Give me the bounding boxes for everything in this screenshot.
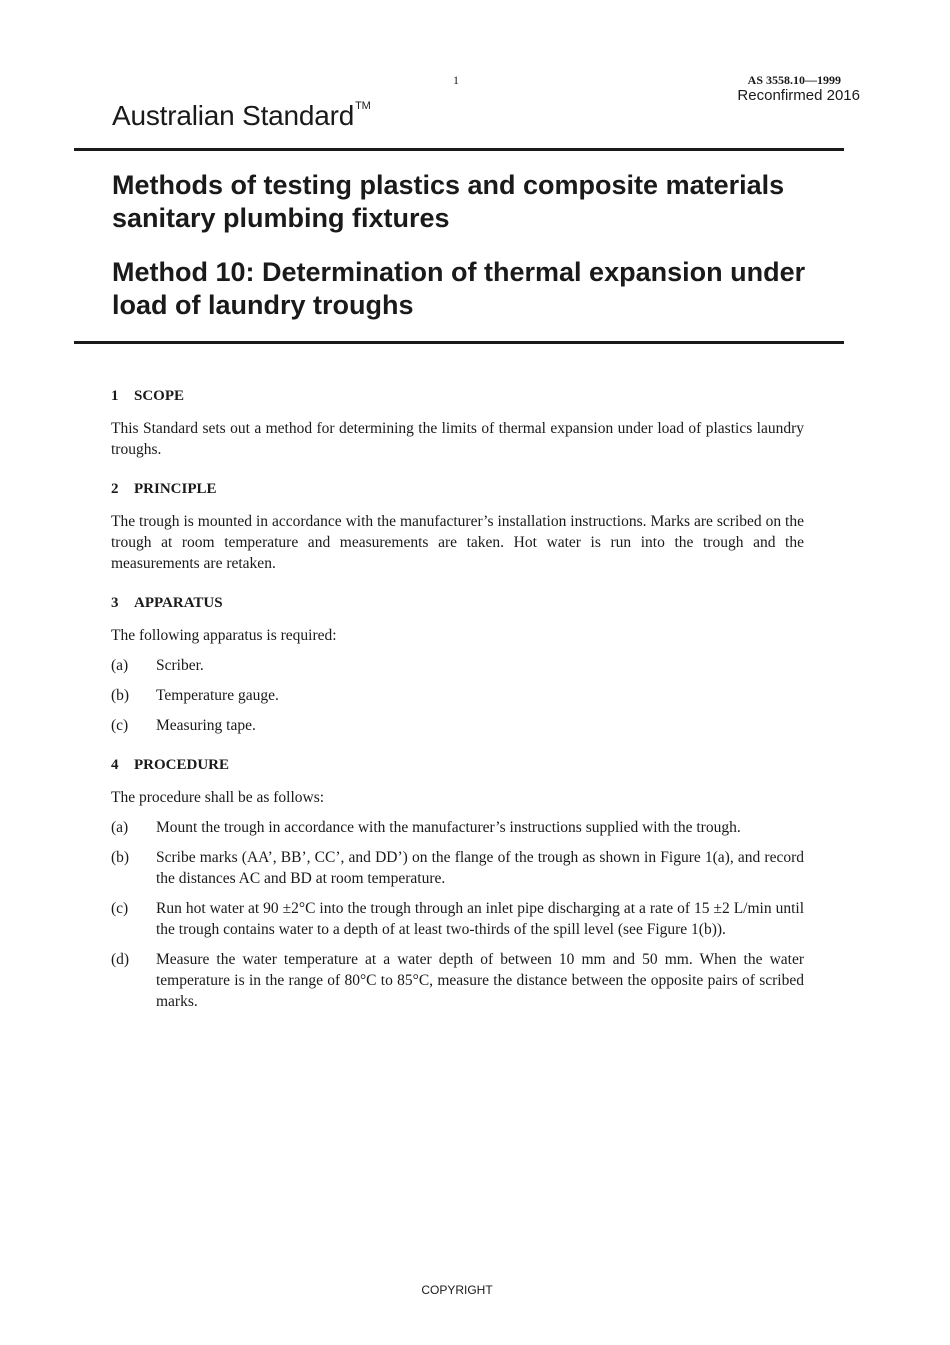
section-heading-apparatus (111, 593, 804, 614)
list-item-text: Run hot water at 90 ±2°C into the trough through an inlet pipe discharging at a rate of 15 ±2 L/min until the trough contains water to a depth of at least two-thirds of the spill level (see Figure 1(b)). (156, 900, 804, 938)
section-number: 3 (111, 595, 119, 611)
section-heading-text: APPARATUS (134, 595, 223, 611)
list-item (111, 685, 804, 706)
section-heading-text: PRINCIPLE (134, 481, 217, 497)
section-heading-text: PROCEDURE (134, 757, 230, 773)
document-title: Methods of testing plastics and composite materials sanitary plumbing fixtures (112, 170, 785, 233)
list-item-label: (d) (111, 951, 130, 968)
document-body (111, 386, 804, 1012)
bottom-divider (74, 341, 844, 344)
list-item-text: Scribe marks (AA’, BB’, CC’, and DD’) on the flange of the trough as shown in Figure 1(a), and record the distances AC and BD at room temperature. (156, 849, 804, 887)
list-item (111, 655, 804, 676)
list-item-label: (b) (111, 687, 130, 704)
list-item-label: (b) (111, 849, 130, 866)
list-item-text: Temperature gauge. (156, 687, 279, 704)
section-heading-principle (111, 479, 804, 500)
method-title: Method 10: Determination of thermal expansion under load of laundry troughs (112, 257, 806, 320)
apparatus-intro: The following apparatus is required: (111, 627, 337, 644)
section-number: 1 (111, 388, 119, 404)
list-item-text: Scriber. (156, 657, 204, 674)
section-heading-scope (111, 386, 804, 407)
list-item (111, 949, 804, 1012)
trademark-mark: TM (355, 100, 371, 112)
reconfirmed-note: Reconfirmed 2016 (737, 87, 860, 104)
list-item (111, 847, 804, 889)
list-item-text: Mount the trough in accordance with the manufacturer’s instructions supplied with the trough. (156, 819, 741, 836)
list-item-label: (a) (111, 657, 129, 674)
list-item (111, 817, 804, 838)
brand-text: Australian Standard (112, 100, 355, 131)
list-item-text: Measuring tape. (156, 717, 256, 734)
list-item-label: (a) (111, 819, 129, 836)
top-divider (74, 148, 844, 151)
principle-paragraph: The trough is mounted in accordance with the manufacturer’s installation instructions. Marks are scribed on the trough at room temperature and measurements are taken. Hot water is run into the trough and the measurements are retaken. (111, 513, 804, 572)
copyright-footer: COPYRIGHT (421, 1283, 493, 1297)
page-number: 1 (453, 73, 459, 87)
scope-paragraph: This Standard sets out a method for determining the limits of thermal expansion under load of plastics laundry troughs. (111, 420, 804, 458)
brand-title (112, 100, 371, 132)
list-item-text: Measure the water temperature at a water depth of between 10 mm and 50 mm. When the water temperature is in the range of 80°C to 85°C, measure the distance between the opposite pairs of scribed marks. (156, 951, 804, 1010)
section-number: 4 (111, 757, 119, 773)
section-heading-procedure (111, 755, 804, 776)
list-item (111, 715, 804, 736)
section-number: 2 (111, 481, 119, 497)
list-item-label: (c) (111, 717, 129, 734)
section-heading-text: SCOPE (134, 388, 185, 404)
standard-code: AS 3558.10—1999 (747, 73, 841, 87)
list-item (111, 898, 804, 940)
list-item-label: (c) (111, 900, 129, 917)
procedure-intro: The procedure shall be as follows: (111, 789, 325, 806)
